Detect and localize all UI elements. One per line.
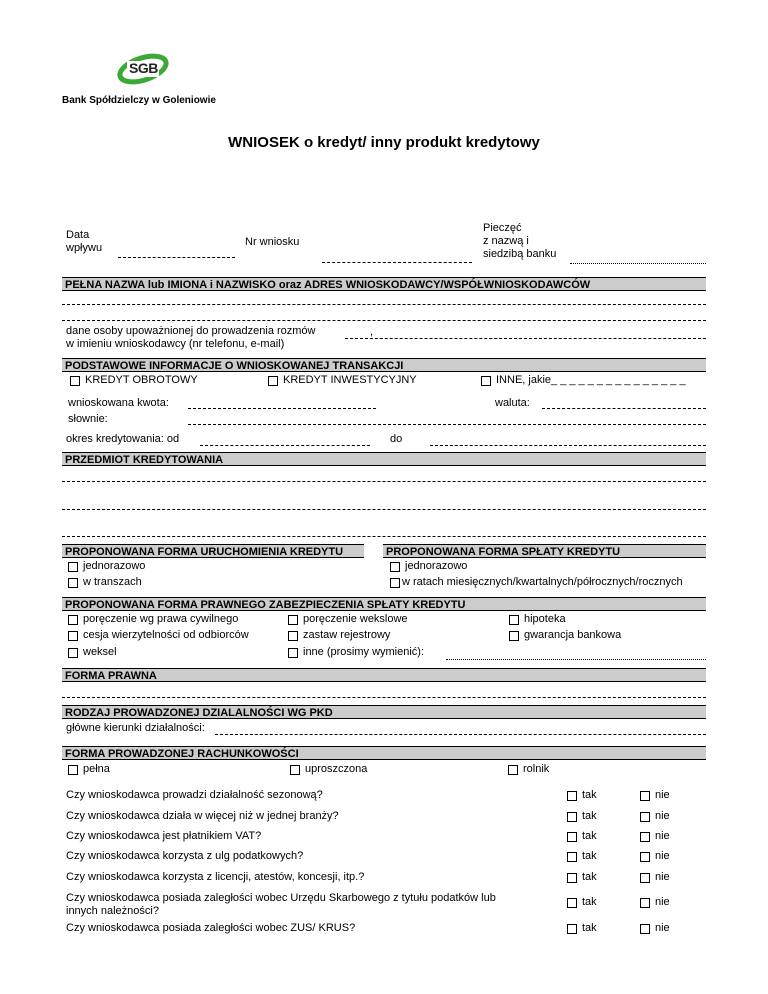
kredyt-inwestycyjny-checkbox[interactable] [268,376,278,386]
kredyt-obrotowy-label: KREDYT OBROTOWY [85,374,198,386]
q6-no-label: nie [655,896,670,908]
q1-yes-checkbox[interactable] [567,791,577,801]
security-civil-guarantee-checkbox[interactable] [68,615,78,625]
q2-no-label: nie [655,810,670,822]
legal-form-header: FORMA PRAWNA [62,668,706,682]
accounting-simplified-checkbox[interactable] [290,765,300,775]
kredyt-obrotowy-checkbox[interactable] [70,376,80,386]
disbursement-once-label: jednorazowo [83,560,146,572]
applicant-line-1[interactable] [62,304,706,305]
security-assignment-checkbox[interactable] [68,631,78,641]
security-header: PROPONOWANA FORMA PRAWNEGO ZABEZPIECZENIA SPŁATY KREDYTU [62,597,706,611]
question-tax-arrears: Czy wnioskodawca posiada zaległości wobec Urzędu Skarbowego z tytułu podatków lub innych należności? [66,892,496,917]
question-tax-relief: Czy wnioskodawca korzysta z ulg podatkowych? [66,850,304,862]
amount-label: wnioskowana kwota: [68,397,169,409]
pieczec-field[interactable] [570,263,706,264]
repayment-once-label: jednorazowo [405,560,468,572]
kredyt-inwestycyjny-label: KREDYT INWESTYCYJNY [283,374,417,386]
authorized-comma: , [370,326,374,338]
accounting-farmer-label: rolnik [523,763,550,775]
security-other-checkbox[interactable] [288,648,298,658]
security-other-field[interactable] [446,659,706,660]
accounting-full-label: pełna [83,763,110,775]
security-bank-guarantee-label: gwarancja bankowa [524,629,622,641]
period-from-field[interactable] [200,445,370,446]
subject-line-3[interactable] [62,536,706,537]
disbursement-header: PROPONOWANA FORMA URUCHOMIENIA KREDYTU [62,544,364,558]
question-branches: Czy wnioskodawca działa w więcej niż w jednej branży? [66,810,339,822]
q5-no-checkbox[interactable] [640,873,650,883]
sgb-logo [112,48,174,88]
q5-yes-checkbox[interactable] [567,873,577,883]
q6-yes-checkbox[interactable] [567,898,577,908]
amount-field[interactable] [188,408,376,409]
pkd-field[interactable] [215,734,706,735]
security-bank-guarantee-checkbox[interactable] [509,631,519,641]
authorized-person-label: dane osoby upoważnionej do prowadzenia rozmów w imieniu wnioskodawcy (nr telefonu, e-mail) [66,325,316,350]
accounting-farmer-checkbox[interactable] [508,765,518,775]
period-label: okres kredytowania: od [66,433,180,445]
q1-no-label: nie [655,789,670,801]
repayment-installments-label: w ratach miesięcznych/kwartalnych/półrocznych/rocznych [402,576,683,588]
question-licenses: Czy wnioskodawca korzysta z licencji, atestów, koncesji, itp.? [66,871,365,883]
q2-yes-label: tak [582,810,597,822]
logo-text: SGB [129,60,158,76]
q5-yes-label: tak [582,871,597,883]
security-bill-guarantee-checkbox[interactable] [288,615,298,625]
q5-no-label: nie [655,871,670,883]
q4-no-checkbox[interactable] [640,852,650,862]
bank-name: Bank Spółdzielczy w Goleniowie [62,95,216,106]
inne-label: INNE, jakie_ _ _ _ _ _ _ _ _ _ _ _ _ _ _ [496,374,686,386]
authorized-person-field[interactable] [345,338,706,339]
disbursement-once-checkbox[interactable] [68,562,78,572]
subject-line-2[interactable] [62,509,706,510]
q4-yes-label: tak [582,850,597,862]
pieczec-label: Pieczęć z nazwą i siedzibą banku [483,222,557,260]
legal-form-field[interactable] [62,697,706,698]
nr-wniosku-field[interactable] [322,262,472,263]
security-civil-guarantee-label: poręczenie wg prawa cywilnego [83,613,239,625]
applicant-line-2[interactable] [62,320,706,321]
security-assignment-label: cesja wierzytelności od odbiorców [83,629,249,641]
q3-yes-checkbox[interactable] [567,832,577,842]
data-wplywu-label: Data wpływu [66,229,103,254]
pkd-header: RODZAJ PROWADZONEJ DZIALALNOŚCI WG PKD [62,705,706,719]
accounting-full-checkbox[interactable] [68,765,78,775]
transaction-header: PODSTAWOWE INFORMACJE O WNIOSKOWANEJ TRANSAKCJI [62,358,706,372]
accounting-simplified-label: uproszczona [305,763,368,775]
q1-no-checkbox[interactable] [640,791,650,801]
q6-no-checkbox[interactable] [640,898,650,908]
accounting-header: FORMA PROWADZONEJ RACHUNKOWOŚCI [62,746,706,760]
nr-wniosku-label: Nr wniosku [245,236,300,248]
security-pledge-label: zastaw rejestrowy [303,629,391,641]
inne-checkbox[interactable] [481,376,491,386]
form-title: WNIOSEK o kredyt/ inny produkt kredytowy [228,134,540,151]
q2-no-checkbox[interactable] [640,812,650,822]
question-vat: Czy wnioskodawca jest płatnikiem VAT? [66,830,262,842]
q3-no-checkbox[interactable] [640,832,650,842]
q3-yes-label: tak [582,830,597,842]
words-label: słownie: [68,413,108,425]
q7-no-checkbox[interactable] [640,924,650,934]
pkd-label: główne kierunki działalności: [66,722,205,734]
security-pledge-checkbox[interactable] [288,631,298,641]
security-bill-guarantee-label: poręczenie wekslowe [303,613,408,625]
subject-line-1[interactable] [62,481,706,482]
period-to-field[interactable] [430,445,706,446]
q7-yes-checkbox[interactable] [567,924,577,934]
security-other-label: inne (prosimy wymienić): [303,646,425,658]
disbursement-tranches-checkbox[interactable] [68,578,78,588]
subject-header: PRZEDMIOT KREDYTOWANIA [62,452,706,466]
currency-label: waluta: [495,397,530,409]
q7-no-label: nie [655,922,670,934]
repayment-header: PROPONOWANA FORMA SPŁATY KREDYTU [383,544,706,558]
question-zus-arrears: Czy wnioskodawca posiada zaległości wobec ZUS/ KRUS? [66,922,356,934]
currency-field[interactable] [542,408,706,409]
security-mortgage-checkbox[interactable] [509,615,519,625]
security-mortgage-label: hipoteka [524,613,566,625]
q6-yes-label: tak [582,896,597,908]
q4-no-label: nie [655,850,670,862]
q7-yes-label: tak [582,922,597,934]
security-bill-label: weksel [83,646,117,658]
q3-no-label: nie [655,830,670,842]
data-wplywu-field[interactable] [118,257,235,258]
question-seasonal: Czy wnioskodawca prowadzi działalność sezonową? [66,789,323,801]
repayment-installments-checkbox[interactable] [390,578,400,588]
words-field[interactable] [188,424,706,425]
repayment-once-checkbox[interactable] [390,562,400,572]
period-to-label: do [390,433,403,445]
q4-yes-checkbox[interactable] [567,852,577,862]
q2-yes-checkbox[interactable] [567,812,577,822]
disbursement-tranches-label: w transzach [83,576,142,588]
q1-yes-label: tak [582,789,597,801]
security-bill-checkbox[interactable] [68,648,78,658]
applicant-header: PEŁNA NAZWA lub IMIONA i NAZWISKO oraz ADRES WNIOSKODAWCY/WSPÓŁWNIOSKODAWCÓW [62,277,706,291]
